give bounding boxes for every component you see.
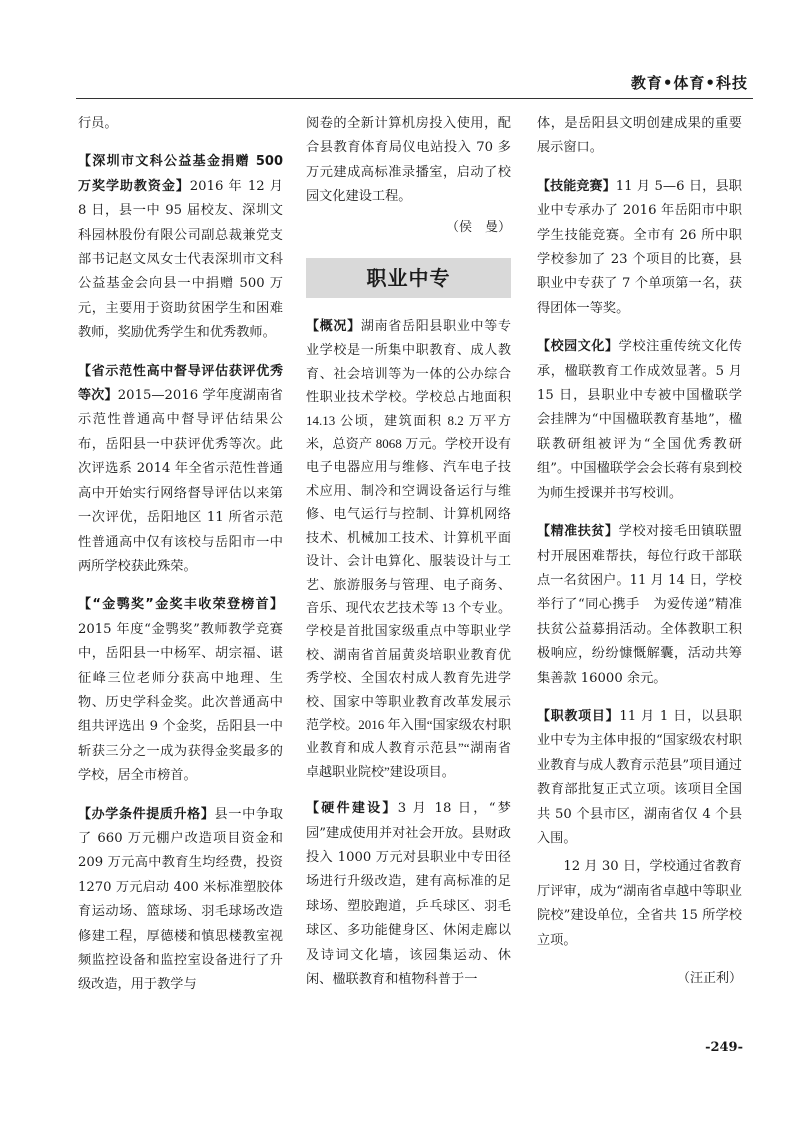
paragraph-text: 2016 年 12 月 8 日，县一中 95 届校友、深圳文科园林股份有限公司副总裁兼党支部书记赵文凤女士代表深圳市文科公益基金会向县一中捐赠 500 万元，主要用于资助贫困学生和困难教师，奖励优秀学生和优秀教师。 <box>78 178 283 341</box>
article-paragraph <box>537 520 742 691</box>
paragraph-text: 学校注重传统文化传承，楹联教育工作成效显著。5 月 15 日，县职业中专被中国楹联学会挂牌为“中国楹联教育基地”，楹联教研组被评为“全国优秀教研组”。中国楹联学会会长蒋有泉到校为师生授课并书写校训。 <box>537 339 742 501</box>
article-paragraph <box>78 360 283 580</box>
article-paragraph <box>306 314 511 783</box>
article-paragraph <box>78 112 283 136</box>
column-3 <box>537 112 742 1009</box>
author-credit: （汪正利） <box>676 971 742 986</box>
article-paragraph <box>78 593 283 788</box>
paragraph-text: 12 月 30 日，学校通过省教育厅评审，成为“湖南省卓越中等职业院校”建设单位，全省共 15 所学校立项。 <box>537 859 742 948</box>
paragraph-text: 2015 年度“金鹗奖”教师教学竞赛中，岳阳县一中杨军、胡宗福、谌征峰三位老师分获高中地理、生物、历史学科金奖。此次普通高中组共评选出 9 个金奖，岳阳县一中斩获三分之一成为获得金奖最多的学校，居全市榜首。 <box>78 621 283 784</box>
paragraph-heading: 【精准扶贫】 <box>537 524 619 540</box>
article-paragraph <box>537 175 742 321</box>
author-credit: （侯 曼） <box>445 219 511 235</box>
paragraph-heading: 【办学条件提质升格】 <box>78 806 215 822</box>
header-rule <box>76 98 753 99</box>
paragraph-text: 11 月 1 日，以县职业中专为主体申报的“国家级农村职业教育与成人教育示范县”项目通过教育部批复正式立项。该项目全国共 50 个县市区，湖南省仅 4 个县入围。 <box>537 708 742 846</box>
section-title: 职业中专 <box>366 265 451 290</box>
article-paragraph <box>537 112 742 161</box>
article-paragraph <box>78 150 283 345</box>
paragraph-heading: 【深圳市文科公益基金捐赠 500 万奖学助教资金】 <box>78 154 283 194</box>
paragraph-text: 体，是岳阳县文明创建成果的重要展示窗口。 <box>537 116 742 156</box>
article-paragraph <box>306 112 511 210</box>
column-2 <box>306 112 511 1006</box>
paragraph-heading: 【省示范性高中督导评估获评优秀等次】 <box>78 363 283 404</box>
paragraph-text: 湖南省岳阳县职业中等专业学校是一所集中职教育、成人教育、社会培训等为一体的公办综合性职业技术学校。学校总占地面积 14.13 公顷，建筑面积 8.2 万平方米，总资产 8068 万元。学校开设有电子电器应用与维修、汽车电子技术应用、制冷和空调设备运行与维修、电气运行与控制、计算机网络技术、机械加工技术、计算机平面设计、会计电算化、服装设计与工艺、旅游服务与管理、电子商务、音乐、现代农艺技术等 13 个专业。学校是首批国家级重点中等职业学校、湖南省首届黄炎培职业教育优秀学校、全国农村成人教育先进学校、国家中等职业教育改革发展示范学校。2016 年入围“国家级农村职业教育和成人教育示范县”“湖南省卓越职业院校”建设项目。 <box>306 318 511 779</box>
paragraph-heading: 【校园文化】 <box>537 339 619 355</box>
paragraph-text: 3 月 18 日，“梦园”建成使用并对社会开放。县财政投入 1000 万元对县职业中专田径场进行升级改造，建有高标准的足球场、塑胶跑道，乒乓球区、羽毛球区、多功能健身区、休闲走廊以及诗词文化墙，该园集运动、休闲、楹联教育和植物科普于一 <box>306 801 511 987</box>
paragraph-heading: 【硬件建设】 <box>306 801 398 817</box>
paragraph-heading: 【概况】 <box>306 319 361 335</box>
column-1 <box>78 112 283 1012</box>
paragraph-heading: 【“金鹗奖”金奖丰收荣登榜首】 <box>78 597 283 613</box>
article-paragraph <box>537 855 742 953</box>
article-paragraph <box>306 797 511 992</box>
paragraph-text: 学校对接毛田镇联盟村开展困难帮扶，每位行政干部联点一名贫困户。11 月 14 日，学校举行了“同心携手 为爱传递”精准扶贫公益募捐活动。全体教职工积极响应，纷纷慷慨解囊，活动共筹集善款 16000 余元。 <box>537 524 742 686</box>
paragraph-heading: 【技能竞赛】 <box>537 178 616 194</box>
page-number: -249- <box>705 1040 743 1055</box>
section-header-title: 教育•体育•科技 <box>630 74 748 92</box>
paragraph-text: 11 月 5—6 日，县职业中专承办了 2016 年岳阳市中职学生技能竞赛。全市有 26 所中职学校参加了 23 个项目的比赛，县职业中专获了 7 个单项第一名，获得团体一等奖。 <box>537 178 742 316</box>
article-paragraph <box>78 803 283 998</box>
paragraph-text: 行员。 <box>78 116 118 131</box>
paragraph-text: 县一中争取了 660 万元棚户改造项目资金和 209 万元高中教育生均经费，投资 1270 万元启动 400 米标准塑胶体育运动场、篮球场、羽毛球场改造修建工程，厚德楼和慎思楼教室视频监控设备和监控室设备进行了升级改造，用于教学与 <box>78 806 283 993</box>
article-paragraph <box>537 335 742 506</box>
paragraph-heading: 【职教项目】 <box>537 708 620 724</box>
article-paragraph <box>537 705 742 851</box>
paragraph-text: 阅卷的全新计算机房投入使用，配合县教育体育局仪电站投入 70 多万元建成高标准录播室，启动了校园文化建设工程。 <box>306 116 511 205</box>
section-banner <box>306 258 511 298</box>
paragraph-text: 2015—2016 学年度湖南省示范性普通高中督导评估结果公布，岳阳县一中获评优秀等次。此次评选系 2014 年全省示范性普通高中开始实行网络督导评估以来第一次评优，岳阳地区 11 所省示范性普通高中仅有该校与岳阳市一中两所学校获此殊荣。 <box>78 388 283 574</box>
